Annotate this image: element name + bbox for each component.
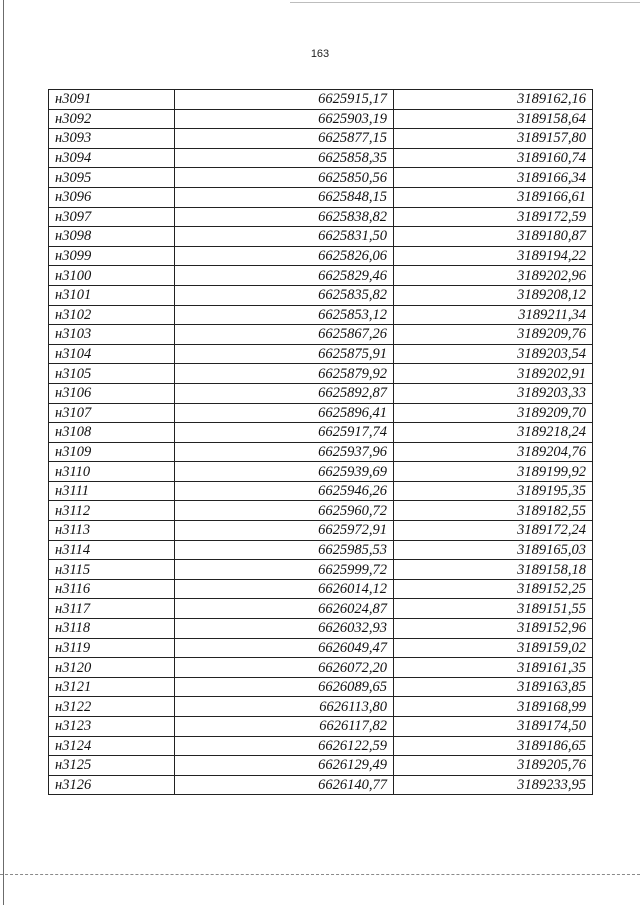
y-coordinate-cell: 3189202,96: [394, 266, 593, 286]
y-coordinate-cell: 3189165,03: [394, 540, 593, 560]
point-id-cell: н3106: [49, 383, 175, 403]
x-coordinate-cell: 6625848,15: [175, 187, 394, 207]
y-coordinate-cell: 3189172,24: [394, 521, 593, 541]
y-coordinate-cell: 3189211,34: [394, 305, 593, 325]
x-coordinate-cell: 6625835,82: [175, 285, 394, 305]
point-id-cell: н3113: [49, 521, 175, 541]
y-coordinate-cell: 3189159,02: [394, 638, 593, 658]
point-id-cell: н3109: [49, 442, 175, 462]
coordinates-table-body: [49, 90, 593, 795]
y-coordinate-cell: 3189163,85: [394, 677, 593, 697]
x-coordinate-cell: 6625999,72: [175, 560, 394, 580]
table-row: [49, 579, 593, 599]
point-id-cell: н3122: [49, 697, 175, 717]
x-coordinate-cell: 6626024,87: [175, 599, 394, 619]
y-coordinate-cell: 3189151,55: [394, 599, 593, 619]
y-coordinate-cell: 3189202,91: [394, 364, 593, 384]
table-row: [49, 736, 593, 756]
x-coordinate-cell: 6626032,93: [175, 619, 394, 639]
y-coordinate-cell: 3189233,95: [394, 775, 593, 795]
point-id-cell: н3097: [49, 207, 175, 227]
point-id-cell: н3112: [49, 501, 175, 521]
x-coordinate-cell: 6625877,15: [175, 129, 394, 149]
x-coordinate-cell: 6626113,80: [175, 697, 394, 717]
table-row: [49, 638, 593, 658]
x-coordinate-cell: 6625858,35: [175, 148, 394, 168]
point-id-cell: н3114: [49, 540, 175, 560]
x-coordinate-cell: 6625915,17: [175, 90, 394, 110]
x-coordinate-cell: 6626049,47: [175, 638, 394, 658]
point-id-cell: н3119: [49, 638, 175, 658]
x-coordinate-cell: 6625879,92: [175, 364, 394, 384]
y-coordinate-cell: 3189203,54: [394, 344, 593, 364]
table-row: [49, 90, 593, 110]
x-coordinate-cell: 6625850,56: [175, 168, 394, 188]
table-row: [49, 697, 593, 717]
table-row: [49, 521, 593, 541]
table-row: [49, 717, 593, 737]
x-coordinate-cell: 6625867,26: [175, 325, 394, 345]
point-id-cell: н3107: [49, 403, 175, 423]
y-coordinate-cell: 3189195,35: [394, 481, 593, 501]
table-row: [49, 775, 593, 795]
x-coordinate-cell: 6625892,87: [175, 383, 394, 403]
table-row: [49, 462, 593, 482]
table-row: [49, 305, 593, 325]
y-coordinate-cell: 3189209,76: [394, 325, 593, 345]
point-id-cell: н3124: [49, 736, 175, 756]
table-row: [49, 285, 593, 305]
point-id-cell: н3108: [49, 423, 175, 443]
y-coordinate-cell: 3189174,50: [394, 717, 593, 737]
y-coordinate-cell: 3189158,18: [394, 560, 593, 580]
x-coordinate-cell: 6625946,26: [175, 481, 394, 501]
scan-edge-bottom: [0, 874, 640, 875]
point-id-cell: н3116: [49, 579, 175, 599]
coordinates-table: [48, 89, 593, 795]
y-coordinate-cell: 3189168,99: [394, 697, 593, 717]
y-coordinate-cell: 3189218,24: [394, 423, 593, 443]
point-id-cell: н3120: [49, 658, 175, 678]
y-coordinate-cell: 3189186,65: [394, 736, 593, 756]
scan-edge-top: [290, 2, 640, 3]
y-coordinate-cell: 3189152,25: [394, 579, 593, 599]
x-coordinate-cell: 6625838,82: [175, 207, 394, 227]
y-coordinate-cell: 3189172,59: [394, 207, 593, 227]
x-coordinate-cell: 6625972,91: [175, 521, 394, 541]
y-coordinate-cell: 3189203,33: [394, 383, 593, 403]
x-coordinate-cell: 6625896,41: [175, 403, 394, 423]
table-row: [49, 148, 593, 168]
scan-edge-left: [3, 0, 4, 905]
table-row: [49, 756, 593, 776]
table-row: [49, 364, 593, 384]
x-coordinate-cell: 6625875,91: [175, 344, 394, 364]
x-coordinate-cell: 6626089,65: [175, 677, 394, 697]
point-id-cell: н3103: [49, 325, 175, 345]
table-row: [49, 129, 593, 149]
table-row: [49, 227, 593, 247]
y-coordinate-cell: 3189182,55: [394, 501, 593, 521]
table-row: [49, 619, 593, 639]
y-coordinate-cell: 3189166,34: [394, 168, 593, 188]
point-id-cell: н3093: [49, 129, 175, 149]
table-row: [49, 423, 593, 443]
x-coordinate-cell: 6625829,46: [175, 266, 394, 286]
x-coordinate-cell: 6625917,74: [175, 423, 394, 443]
y-coordinate-cell: 3189194,22: [394, 246, 593, 266]
table-row: [49, 599, 593, 619]
point-id-cell: н3117: [49, 599, 175, 619]
x-coordinate-cell: 6625831,50: [175, 227, 394, 247]
y-coordinate-cell: 3189158,64: [394, 109, 593, 129]
point-id-cell: н3101: [49, 285, 175, 305]
y-coordinate-cell: 3189204,76: [394, 442, 593, 462]
x-coordinate-cell: 6626122,59: [175, 736, 394, 756]
x-coordinate-cell: 6625903,19: [175, 109, 394, 129]
point-id-cell: н3098: [49, 227, 175, 247]
point-id-cell: н3121: [49, 677, 175, 697]
x-coordinate-cell: 6626072,20: [175, 658, 394, 678]
x-coordinate-cell: 6625985,53: [175, 540, 394, 560]
point-id-cell: н3094: [49, 148, 175, 168]
y-coordinate-cell: 3189162,16: [394, 90, 593, 110]
point-id-cell: н3095: [49, 168, 175, 188]
x-coordinate-cell: 6625853,12: [175, 305, 394, 325]
table-row: [49, 501, 593, 521]
y-coordinate-cell: 3189208,12: [394, 285, 593, 305]
table-row: [49, 109, 593, 129]
table-row: [49, 344, 593, 364]
table-row: [49, 246, 593, 266]
x-coordinate-cell: 6625960,72: [175, 501, 394, 521]
point-id-cell: н3118: [49, 619, 175, 639]
y-coordinate-cell: 3189160,74: [394, 148, 593, 168]
y-coordinate-cell: 3189166,61: [394, 187, 593, 207]
table-row: [49, 540, 593, 560]
y-coordinate-cell: 3189180,87: [394, 227, 593, 247]
point-id-cell: н3126: [49, 775, 175, 795]
x-coordinate-cell: 6625826,06: [175, 246, 394, 266]
x-coordinate-cell: 6625939,69: [175, 462, 394, 482]
table-row: [49, 207, 593, 227]
x-coordinate-cell: 6626014,12: [175, 579, 394, 599]
point-id-cell: н3105: [49, 364, 175, 384]
table-row: [49, 560, 593, 580]
point-id-cell: н3091: [49, 90, 175, 110]
table-row: [49, 677, 593, 697]
y-coordinate-cell: 3189199,92: [394, 462, 593, 482]
y-coordinate-cell: 3189152,96: [394, 619, 593, 639]
point-id-cell: н3099: [49, 246, 175, 266]
x-coordinate-cell: 6626140,77: [175, 775, 394, 795]
table-row: [49, 442, 593, 462]
point-id-cell: н3104: [49, 344, 175, 364]
x-coordinate-cell: 6625937,96: [175, 442, 394, 462]
point-id-cell: н3115: [49, 560, 175, 580]
x-coordinate-cell: 6626129,49: [175, 756, 394, 776]
point-id-cell: н3102: [49, 305, 175, 325]
y-coordinate-cell: 3189205,76: [394, 756, 593, 776]
point-id-cell: н3111: [49, 481, 175, 501]
y-coordinate-cell: 3189157,80: [394, 129, 593, 149]
table-row: [49, 325, 593, 345]
table-row: [49, 658, 593, 678]
point-id-cell: н3110: [49, 462, 175, 482]
y-coordinate-cell: 3189209,70: [394, 403, 593, 423]
y-coordinate-cell: 3189161,35: [394, 658, 593, 678]
point-id-cell: н3096: [49, 187, 175, 207]
x-coordinate-cell: 6626117,82: [175, 717, 394, 737]
table-row: [49, 403, 593, 423]
point-id-cell: н3123: [49, 717, 175, 737]
table-row: [49, 383, 593, 403]
table-row: [49, 168, 593, 188]
table-row: [49, 266, 593, 286]
table-row: [49, 187, 593, 207]
table-row: [49, 481, 593, 501]
point-id-cell: н3125: [49, 756, 175, 776]
page-number: 163: [310, 48, 330, 60]
point-id-cell: н3092: [49, 109, 175, 129]
point-id-cell: н3100: [49, 266, 175, 286]
